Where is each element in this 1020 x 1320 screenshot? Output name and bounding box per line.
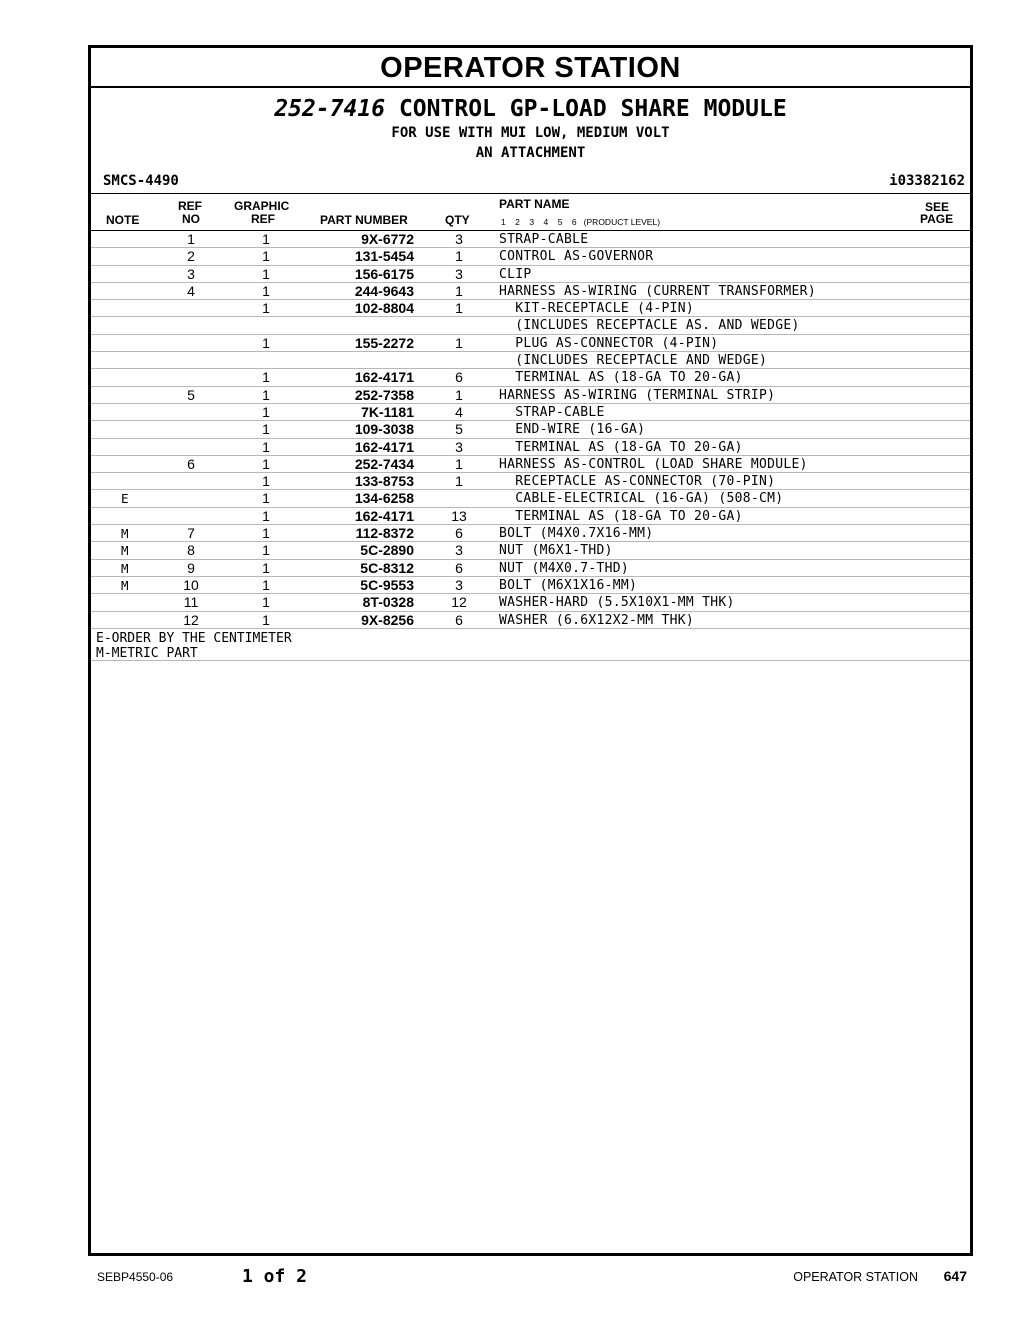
row-part-number: 134-6258 xyxy=(354,490,414,507)
row-part-number: 5C-8312 xyxy=(360,559,414,576)
notes-block xyxy=(91,629,970,661)
footer-page-of: 1 of 2 xyxy=(242,1266,308,1287)
row-part-name: CONTROL AS-GOVERNOR xyxy=(499,249,654,265)
table-row xyxy=(91,490,970,507)
table-row xyxy=(91,421,970,438)
table-row xyxy=(91,231,970,248)
row-part-name: BOLT (M4X0.7X16-MM) xyxy=(499,526,654,542)
row-qty: 13 xyxy=(451,507,467,524)
table-row xyxy=(91,542,970,559)
row-part-number: 5C-9553 xyxy=(360,576,414,593)
illustration-id: i03382162 xyxy=(889,173,965,189)
table-row xyxy=(91,266,970,283)
footer-page-number: 647 xyxy=(943,1268,967,1284)
header-ref-bottom: NO xyxy=(182,212,200,226)
header-part-name: PART NAME xyxy=(499,197,570,211)
row-graphic-ref: 1 xyxy=(262,490,270,507)
row-qty: 1 xyxy=(455,282,463,299)
table-header xyxy=(91,193,970,231)
header-see-top: SEE xyxy=(925,200,950,214)
table-row xyxy=(91,283,970,300)
row-part-name: HARNESS AS-CONTROL (LOAD SHARE MODULE) xyxy=(499,456,808,472)
header-part-number: PART NUMBER xyxy=(320,213,408,227)
row-graphic-ref: 1 xyxy=(262,611,270,628)
table-row xyxy=(91,317,970,334)
table-row xyxy=(91,369,970,386)
table-row xyxy=(91,387,970,404)
row-note: M xyxy=(121,560,129,576)
row-ref-no: 3 xyxy=(187,265,195,282)
row-part-number: 9X-6772 xyxy=(361,231,414,247)
row-qty: 12 xyxy=(451,594,467,611)
row-part-number: 7K-1181 xyxy=(361,403,414,420)
group-subtitle-2: AN ATTACHMENT xyxy=(475,145,586,161)
row-qty: 3 xyxy=(455,542,463,559)
row-part-name: KIT-RECEPTACLE (4-PIN) xyxy=(499,301,695,317)
row-ref-no: 10 xyxy=(183,576,199,593)
note-m: M-METRIC PART xyxy=(96,645,198,661)
row-qty: 6 xyxy=(455,369,463,386)
row-qty: 6 xyxy=(455,525,463,542)
header-graphic-bottom: REF xyxy=(251,212,275,226)
row-part-name: TERMINAL AS (18-GA TO 20-GA) xyxy=(499,508,743,524)
row-part-number: 156-6175 xyxy=(354,265,414,282)
row-graphic-ref: 1 xyxy=(262,525,270,542)
row-graphic-ref: 1 xyxy=(262,300,270,317)
row-qty: 3 xyxy=(455,438,463,455)
table-row xyxy=(91,594,970,611)
row-ref-no: 4 xyxy=(187,282,195,299)
smcs-row xyxy=(91,169,970,193)
row-qty: 1 xyxy=(455,334,463,351)
row-qty: 1 xyxy=(455,473,463,490)
row-qty: 1 xyxy=(455,248,463,265)
row-graphic-ref: 1 xyxy=(262,421,270,438)
row-part-number: 155-2272 xyxy=(354,334,414,351)
row-qty: 3 xyxy=(455,265,463,282)
header-graphic-top: GRAPHIC xyxy=(234,199,290,213)
table-row xyxy=(91,352,970,369)
row-ref-no: 1 xyxy=(187,231,195,247)
row-note: M xyxy=(121,543,129,559)
section-title: OPERATOR STATION xyxy=(91,48,970,88)
row-part-number: 244-9643 xyxy=(354,282,414,299)
table-row xyxy=(91,560,970,577)
table-row xyxy=(91,456,970,473)
row-part-name: CLIP xyxy=(499,266,532,282)
row-graphic-ref: 1 xyxy=(262,542,270,559)
table-row xyxy=(91,508,970,525)
row-part-name: NUT (M6X1-THD) xyxy=(499,543,613,559)
row-qty: 6 xyxy=(455,611,463,628)
row-note: M xyxy=(121,577,129,593)
row-part-name: HARNESS AS-WIRING (CURRENT TRANSFORMER) xyxy=(499,283,816,299)
row-graphic-ref: 1 xyxy=(262,403,270,420)
row-note: E xyxy=(121,491,129,507)
row-graphic-ref: 1 xyxy=(262,438,270,455)
row-qty: 1 xyxy=(455,386,463,403)
row-ref-no: 7 xyxy=(187,525,195,542)
footer-doc-number: SEBP4550-06 xyxy=(97,1270,174,1284)
row-graphic-ref: 1 xyxy=(262,334,270,351)
row-qty: 1 xyxy=(455,300,463,317)
row-graphic-ref: 1 xyxy=(262,265,270,282)
row-qty: 1 xyxy=(455,455,463,472)
group-subtitle-1: FOR USE WITH MUI LOW, MEDIUM VOLT xyxy=(391,125,670,141)
row-ref-no: 5 xyxy=(187,386,195,403)
row-qty: 5 xyxy=(455,421,463,438)
row-graphic-ref: 1 xyxy=(262,455,270,472)
note-e: E-ORDER BY THE CENTIMETER xyxy=(96,630,292,646)
row-ref-no: 2 xyxy=(187,248,195,265)
group-title xyxy=(91,95,970,123)
row-part-number: 109-3038 xyxy=(354,421,414,438)
table-row xyxy=(91,404,970,421)
row-ref-no: 12 xyxy=(183,611,199,628)
row-graphic-ref: 1 xyxy=(262,386,270,403)
row-part-name: STRAP-CABLE xyxy=(499,232,589,247)
row-part-number: 8T-0328 xyxy=(362,594,414,611)
row-part-number: 252-7358 xyxy=(354,386,414,403)
row-graphic-ref: 1 xyxy=(262,576,270,593)
row-part-number: 102-8804 xyxy=(354,300,414,317)
row-part-name: TERMINAL AS (18-GA TO 20-GA) xyxy=(499,370,743,386)
row-part-name: (INCLUDES RECEPTACLE AS. AND WEDGE) xyxy=(499,318,800,334)
table-row xyxy=(91,300,970,317)
row-ref-no: 6 xyxy=(187,455,195,472)
row-ref-no: 9 xyxy=(187,559,195,576)
header-ref-top: REF xyxy=(178,199,202,213)
header-see-bottom: PAGE xyxy=(920,212,954,226)
row-graphic-ref: 1 xyxy=(262,594,270,611)
table-row xyxy=(91,248,970,265)
row-part-name: NUT (M4X0.7-THD) xyxy=(499,560,630,576)
table-row xyxy=(91,335,970,352)
row-part-name: BOLT (M6X1X16-MM) xyxy=(499,577,638,593)
table-row xyxy=(91,525,970,542)
row-part-name: TERMINAL AS (18-GA TO 20-GA) xyxy=(499,439,743,455)
row-part-number: 162-4171 xyxy=(354,369,414,386)
row-part-name: (INCLUDES RECEPTACLE AND WEDGE) xyxy=(499,353,768,369)
header-note: NOTE xyxy=(106,213,140,227)
footer-section: OPERATOR STATION xyxy=(793,1270,918,1284)
row-part-name: CABLE-ELECTRICAL (16-GA) (508-CM) xyxy=(499,491,784,507)
row-part-number: 9X-8256 xyxy=(361,611,414,628)
row-qty: 3 xyxy=(455,576,463,593)
table-row xyxy=(91,439,970,456)
parts-page-frame xyxy=(88,45,973,1256)
row-note: M xyxy=(121,526,129,542)
row-part-name: HARNESS AS-WIRING (TERMINAL STRIP) xyxy=(499,387,776,403)
row-part-name: RECEPTACLE AS-CONNECTOR (70-PIN) xyxy=(499,474,776,490)
parts-table-body xyxy=(91,231,970,629)
table-row xyxy=(91,473,970,490)
row-part-number: 252-7434 xyxy=(354,455,414,472)
group-number: 252-7416 xyxy=(274,96,386,122)
row-part-number: 131-5454 xyxy=(354,248,414,265)
row-part-number: 133-8753 xyxy=(354,473,414,490)
group-name: CONTROL GP-LOAD SHARE MODULE xyxy=(398,96,787,122)
row-graphic-ref: 1 xyxy=(262,507,270,524)
row-part-name: PLUG AS-CONNECTOR (4-PIN) xyxy=(499,335,719,351)
row-part-name: STRAP-CABLE xyxy=(499,404,605,420)
row-graphic-ref: 1 xyxy=(262,231,270,247)
row-graphic-ref: 1 xyxy=(262,248,270,265)
header-product-levels: 1 2 3 4 5 6 (PRODUCT LEVEL) xyxy=(501,217,661,227)
row-ref-no: 8 xyxy=(187,542,195,559)
row-qty: 6 xyxy=(455,559,463,576)
row-part-name: WASHER-HARD (5.5X10X1-MM THK) xyxy=(499,595,735,611)
table-row xyxy=(91,612,970,629)
row-graphic-ref: 1 xyxy=(262,369,270,386)
header-qty: QTY xyxy=(445,213,470,227)
row-part-number: 112-8372 xyxy=(355,525,414,542)
row-graphic-ref: 1 xyxy=(262,559,270,576)
row-graphic-ref: 1 xyxy=(262,473,270,490)
smcs-code: SMCS-4490 xyxy=(103,173,179,189)
row-graphic-ref: 1 xyxy=(262,282,270,299)
row-part-number: 162-4171 xyxy=(354,507,414,524)
page-footer xyxy=(0,1262,1020,1292)
row-part-name: END-WIRE (16-GA) xyxy=(499,422,646,438)
row-qty: 3 xyxy=(455,231,463,247)
table-row xyxy=(91,577,970,594)
row-part-name: WASHER (6.6X12X2-MM THK) xyxy=(499,612,695,628)
row-ref-no: 11 xyxy=(183,594,199,611)
row-qty: 4 xyxy=(455,403,463,420)
row-part-number: 5C-2890 xyxy=(360,542,414,559)
row-part-number: 162-4171 xyxy=(354,438,414,455)
